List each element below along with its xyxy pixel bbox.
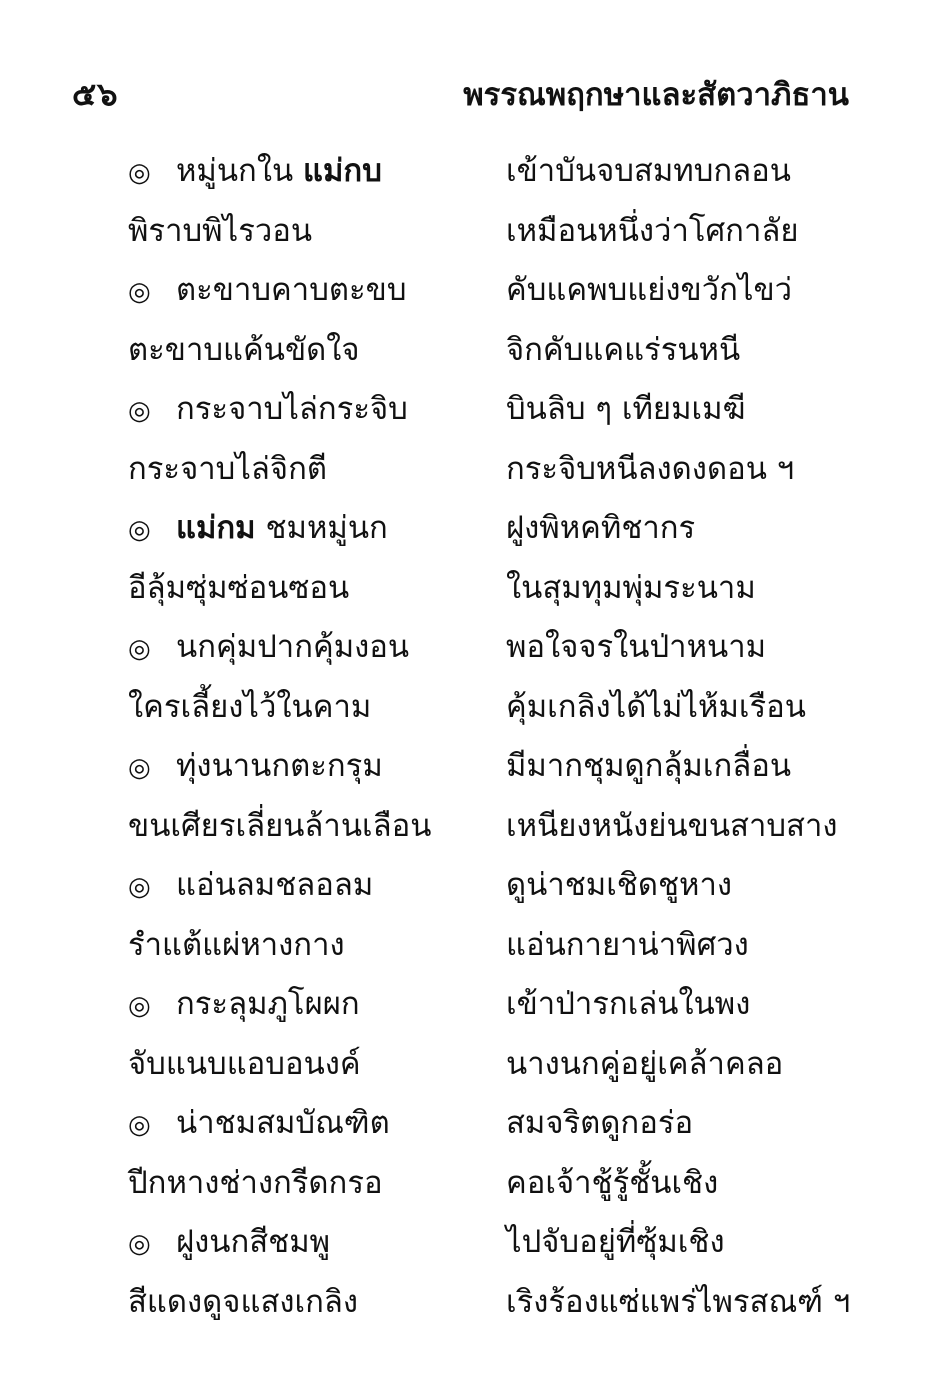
verse-second-half: คับแคพบแย่งขวักไขว่: [506, 272, 793, 308]
stanza-bullet-icon: ◎: [128, 872, 151, 902]
verse-first-half: [128, 261, 407, 323]
verse-bold-term: แม่กม: [176, 510, 256, 546]
verse-second-half: ฝูงพิหคทิชากร: [506, 510, 696, 546]
verse-first-half: [128, 499, 388, 561]
verse-second-half: เหนียงหนังย่นขนสาบสาง: [506, 807, 838, 844]
page-header: [72, 66, 849, 122]
verse-text: ฝูงนกสีชมพู: [176, 1224, 331, 1260]
verse-text: ตะขาบคาบตะขบ: [176, 272, 407, 308]
verse-line: [128, 678, 868, 738]
verse-line: [128, 321, 868, 381]
stanza-bullet-icon: ◎: [128, 277, 151, 307]
verse-first-half: [128, 1094, 390, 1156]
verse-line: [128, 1154, 868, 1214]
verse-first-half: ปีกหางช่างกรีดกรอ: [128, 1164, 383, 1201]
verse-first-half: อีลุ้มซุ่มซ่อนซอน: [128, 569, 350, 606]
stanza-bullet-icon: ◎: [128, 634, 151, 664]
verse-bold-term: แม่กบ: [303, 153, 382, 189]
verse-second-half: ในสุมทุมพุ่มระนาม: [506, 569, 756, 606]
verse-second-half: จิกคับแคแร่รนหนี: [506, 331, 741, 368]
verse-first-half: [128, 142, 382, 204]
stanza-bullet-icon: ◎: [128, 515, 151, 545]
poem: [128, 142, 868, 1332]
verse-text: น่าชมสมบัณฑิต: [176, 1105, 390, 1141]
verse-first-half: รำแต้แผ่หางกาง: [128, 926, 345, 963]
verse-line: [128, 440, 868, 500]
verse-second-half: กระจิบหนีลงดงดอน ฯ: [506, 450, 795, 487]
verse-first-half: [128, 380, 408, 442]
stanza-bullet-icon: ◎: [128, 1229, 151, 1259]
verse-line: [128, 1094, 868, 1154]
verse-line: [128, 380, 868, 440]
stanza-bullet-icon: ◎: [128, 396, 151, 426]
page-number: ๕๖: [72, 74, 119, 113]
verse-second-half: เริงร้องแซ่แพร่ไพรสณฑ์ ฯ: [506, 1283, 851, 1320]
verse-first-half: พิราบพิไรวอน: [128, 212, 313, 249]
verse-first-half: [128, 1213, 330, 1275]
verse-text: ทุ่งนานกตะกรุม: [176, 748, 383, 784]
verse-line: [128, 618, 868, 678]
verse-first-half: สีแดงดูจแสงเกลิง: [128, 1283, 359, 1320]
verse-line: [128, 261, 868, 321]
verse-text: กระลุมภูโผผก: [176, 986, 360, 1022]
verse-second-half: เข้าบันจบสมทบกลอน: [506, 153, 791, 189]
verse-first-half: กระจาบไล่จิกตี: [128, 450, 327, 487]
stanza-bullet-icon: ◎: [128, 1110, 151, 1140]
verse-second-half: คุ้มเกลิงได้ไม่ไห้มเรือน: [506, 688, 806, 725]
verse-line: [128, 797, 868, 857]
verse-second-half: มีมากชุมดูกลุ้มเกลื่อน: [506, 748, 792, 784]
stanza-bullet-icon: ◎: [128, 158, 151, 188]
verse-text: กระจาบไล่กระจิบ: [176, 391, 408, 427]
verse-second-half: เข้าป่ารกเล่นในพง: [506, 986, 751, 1022]
verse-line: [128, 1213, 868, 1273]
verse-second-half: สมจริตดูกอร่อ: [506, 1105, 694, 1141]
verse-line: [128, 975, 868, 1035]
verse-line: [128, 916, 868, 976]
verse-line: [128, 1273, 868, 1333]
verse-first-half: ตะขาบแค้นขัดใจ: [128, 331, 360, 368]
verse-second-half: คอเจ้าชู้รู้ชั้นเชิง: [506, 1164, 719, 1201]
verse-line: [128, 559, 868, 619]
verse-second-half: ไปจับอยู่ที่ซุ้มเชิง: [506, 1224, 725, 1260]
verse-line: [128, 856, 868, 916]
verse-text: นกคุ่มปากคุ้มงอน: [176, 629, 410, 665]
verse-first-half: [128, 856, 373, 918]
verse-second-half: ดูน่าชมเชิดชูหาง: [506, 867, 732, 903]
verse-first-half: [128, 737, 383, 799]
verse-first-half: จับแนบแอบอนงค์: [128, 1045, 361, 1082]
verse-line: [128, 499, 868, 559]
verse-second-half: นางนกคู่อยู่เคล้าคลอ: [506, 1045, 784, 1082]
stanza-bullet-icon: ◎: [128, 991, 151, 1021]
stanza-bullet-icon: ◎: [128, 753, 151, 783]
verse-second-half: เหมือนหนึ่งว่าโศกาลัย: [506, 212, 799, 249]
verse-text: ชมหมู่นก: [255, 510, 388, 546]
verse-first-half: [128, 618, 409, 680]
verse-second-half: บินลิบ ๆ เทียมเมฆี: [506, 391, 746, 427]
verse-second-half: พอใจจรในป่าหนาม: [506, 629, 767, 665]
verse-text: แอ่นลมชลอลม: [176, 867, 374, 903]
verse-first-half: ใครเลี้ยงไว้ในคาม: [128, 688, 372, 725]
verse-first-half: [128, 975, 360, 1037]
verse-first-half: ขนเศียรเลี่ยนล้านเลือน: [128, 807, 432, 844]
verse-line: [128, 737, 868, 797]
verse-second-half: แอ่นกายาน่าพิศวง: [506, 926, 749, 963]
verse-text: หมู่นกใน: [176, 153, 304, 189]
running-title: พรรณพฤกษาและสัตวาภิธาน: [463, 77, 849, 113]
verse-line: [128, 1035, 868, 1095]
verse-line: [128, 142, 868, 202]
verse-line: [128, 202, 868, 262]
